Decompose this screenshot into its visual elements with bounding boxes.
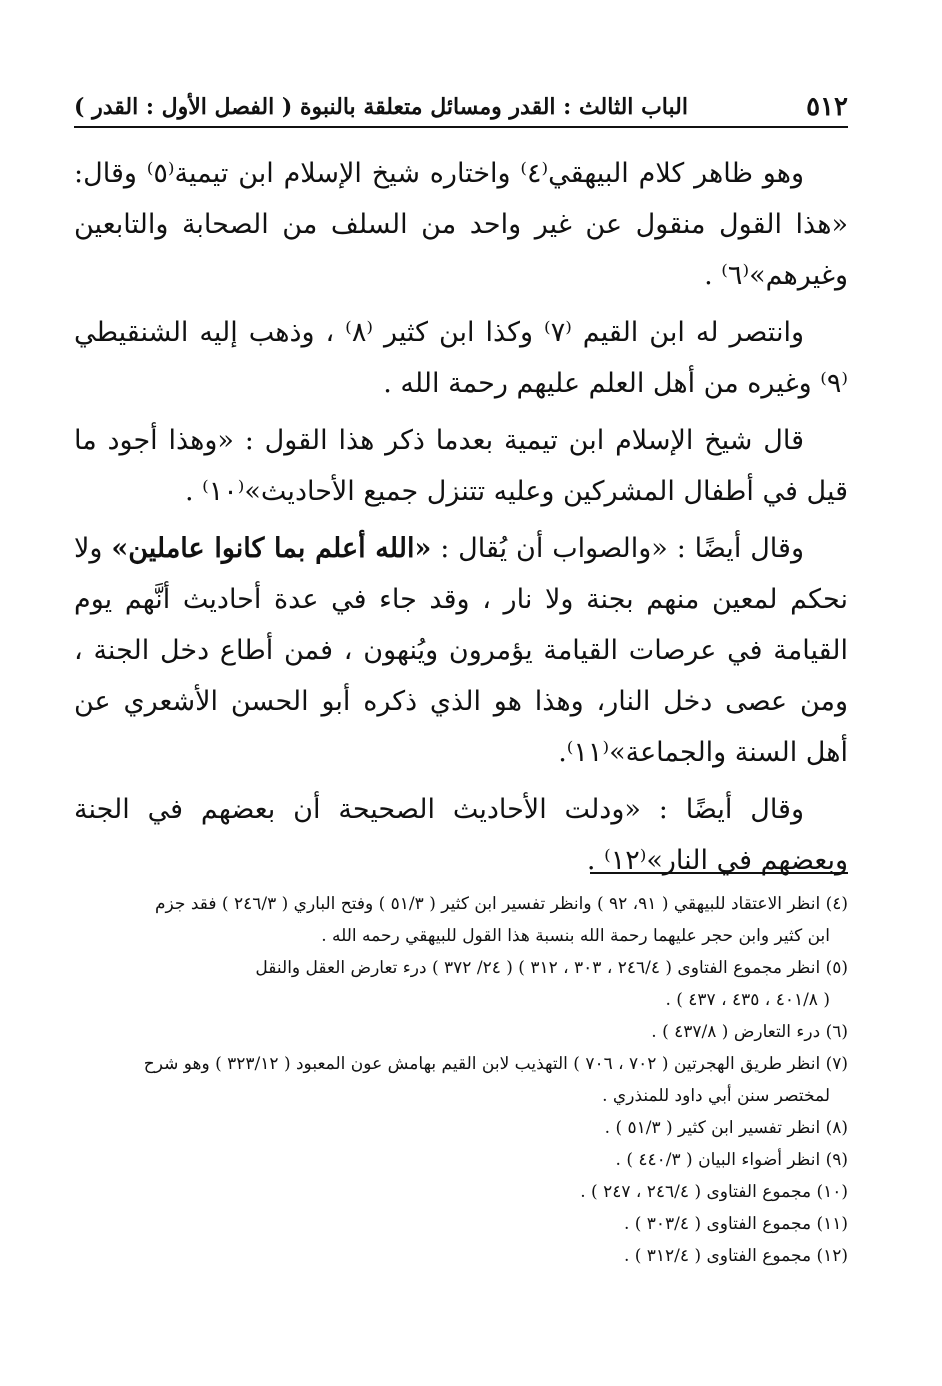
paragraph-text: وقال أيضًا : «والصواب أن يُقال : bbox=[431, 533, 804, 564]
running-title: الباب الثالث : القدر ومسائل متعلقة بالنبوة ( الفصل الأول : القدر ) bbox=[74, 94, 688, 120]
footnote-divider bbox=[590, 872, 848, 874]
footnote-continuation: ابن كثير وابن حجر عليهما رحمة الله بنسبة هذا القول للبيهقي رحمه الله . bbox=[321, 926, 830, 946]
paragraph: وهو ظاهر كلام البيهقي⁽٤⁾ واختاره شيخ الإسلام ابن تيمية⁽٥⁾ وقال: «هذا القول منقول عن غير واحد من السلف من الصحابة والتابعين وغيرهم»⁽٦⁾ . bbox=[74, 158, 848, 291]
footnotes bbox=[74, 888, 848, 1272]
main-text bbox=[74, 148, 848, 892]
footnote: (٩) انظر أضواء البيان ( ٤٤٠/٣ ) . bbox=[615, 1150, 848, 1170]
page-header bbox=[74, 92, 848, 128]
page-number: ٥١٢ bbox=[806, 92, 848, 122]
footnote-continuation: لمختصر سنن أبي داود للمنذري . bbox=[602, 1086, 830, 1106]
footnote: (٤) انظر الاعتقاد للبيهقي ( ٩١، ٩٢ ) وانظر تفسير ابن كثير ( ٥١/٣ ) وفتح الباري ( ٢٤٦/٣ ) فقد جزم bbox=[155, 894, 848, 914]
paragraph: وانتصر له ابن القيم ⁽٧⁾ وكذا ابن كثير ⁽٨⁾ ، وذهب إليه الشنقيطي ⁽٩⁾ وغيره من أهل العلم عليهم رحمة الله . bbox=[74, 317, 848, 399]
paragraph: قال شيخ الإسلام ابن تيمية بعدما ذكر هذا القول : «وهذا أجود ما قيل في أطفال المشركين وعليه تتنزل جميع الأحاديث»⁽١٠⁾ . bbox=[74, 425, 848, 507]
footnote: (٦) درء التعارض ( ٤٣٧/٨ ) . bbox=[651, 1022, 848, 1042]
footnote: (٥) انظر مجموع الفتاوى ( ٢٤٦/٤ ، ٣٠٣ ، ٣١٢ ) ( ٢٤/ ٣٧٢ ) درء تعارض العقل والنقل bbox=[255, 958, 848, 978]
paragraph: وقال أيضًا : «ودلت الأحاديث الصحيحة أن بعضهم في الجنة وبعضهم في النار»⁽١٢⁾ . bbox=[74, 794, 848, 876]
footnote: (١١) مجموع الفتاوى ( ٣٠٣/٤ ) . bbox=[623, 1214, 848, 1234]
paragraph bbox=[74, 523, 848, 778]
quran-quote: «الله أعلم بما كانوا عاملين» bbox=[111, 533, 432, 564]
footnote: (٧) انظر طريق الهجرتين ( ٧٠٢ ، ٧٠٦ ) التهذيب لابن القيم بهامش عون المعبود ( ٣٢٣/١٢ ) وهو شرح bbox=[143, 1054, 848, 1074]
footnote: (١٠) مجموع الفتاوى ( ٢٤٦/٤ ، ٢٤٧ ) . bbox=[580, 1182, 848, 1202]
paragraph-text: ولا نحكم لمعين منهم بجنة ولا نار ، وقد جاء في عدة أحاديث أنَّهم يوم القيامة في عرصات القيامة يؤمرون ويُنهون ، فمن أطاع دخل الجنة ، ومن عصى دخل النار، وهذا هو الذي ذكره أبو الحسن الأشعري عن أهل السنة والجماعة»⁽١١⁾. bbox=[74, 533, 848, 768]
footnote: (١٢) مجموع الفتاوى ( ٣١٢/٤ ) . bbox=[623, 1246, 848, 1266]
footnote-continuation: ( ٤٠١/٨ ، ٤٣٥ ، ٤٣٧ ) . bbox=[665, 990, 830, 1010]
footnote: (٨) انظر تفسير ابن كثير ( ٥١/٣ ) . bbox=[604, 1118, 848, 1138]
